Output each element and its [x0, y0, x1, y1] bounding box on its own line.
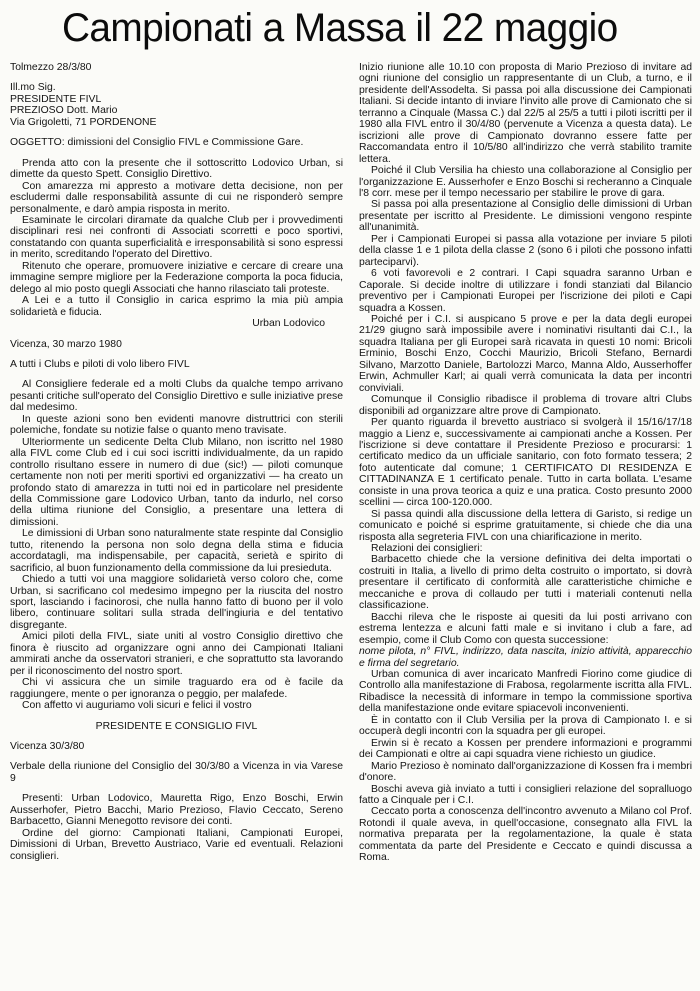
- left-paragraph: OGGETTO: dimissioni del Consiglio FIVL e Commissione Gare.: [10, 137, 304, 149]
- right-paragraph: Bacchi rileva che le risposte ai quesiti da lui posti arrivano con estrema lentezza e alcuni fatti male e si invitano i club a fare, ad esempio, come il Club Como con questa successione:: [359, 611, 692, 646]
- left-paragraph: Esaminate le circolari diramate da qualche Club per i provvedimenti disciplinari resi nei confronti di Associati scorretti e poco sportivi, constatando con quanta superficialità e irresponsabilità si sono espressi in merito, screditando l'operato del Direttivo.: [10, 214, 343, 261]
- left-paragraph: Verbale della riunione del Consiglio del 30/3/80 a Vicenza in via Varese 9: [10, 761, 343, 784]
- right-paragraph: Erwin si è recato a Kossen per prendere informazioni e programmi dei Campionati e oltre ai capi squadra viene richiesto un giudice.: [359, 737, 692, 761]
- right-paragraph: Per quanto riguarda il brevetto austriaco si svolgerà il 15/16/17/18 maggio a Lienz e, successivamente ai campionati anche a Kossen. Per l'iscrizione si deve contattare il Presidente Prezioso e procurarsi: 1 certificato medico da un ufficiale sanitario, con foto formato tessera; 2 foto autenticate dal comune; 1 CERTIFICATO DI RESIDENZA E CITTADINANZA E 1 certificato penale. Tutto in carta bollata. L'esame consiste in una prova teorica a quiz e una pratica. Costo presunto 2000 scellini — circa 100-120.000.: [359, 417, 692, 509]
- left-paragraph: Vicenza 30/3/80: [10, 741, 85, 753]
- left-paragraph: Chi vi assicura che un simile traguardo era od è facile da raggiungere, mente o per ignoranza o peggio, per malafede.: [10, 677, 343, 700]
- right-paragraph: Relazioni dei consiglieri:: [371, 543, 483, 555]
- right-paragraph: È in contatto con il Club Versilia per la prova di Campionato I. e si occuperà degli incontri con la squadra per gli europei.: [359, 714, 692, 738]
- left-paragraph: PRESIDENTE FIVL: [10, 93, 102, 105]
- right-paragraph: Boschi aveva già inviato a tutti i consiglieri relazione del sopralluogo fatto a Cinquale per i C.I.: [359, 783, 692, 806]
- right-paragraph: Comunque il Consiglio ribadisce il problema di trovare altri Clubs disponibili ad organizzare altre prove di Campionato.: [359, 394, 692, 417]
- left-paragraph: A tutti i Clubs e piloti di volo libero FIVL: [10, 358, 190, 370]
- right-column: [359, 62, 692, 991]
- left-paragraph: Ulteriormente un sedicente Delta Club Milano, non iscritto nel 1980 alla FIVL come Club ed i cui soci iscritti individualmente, da un rapido controllo risultano essere in numero di due (sic!) — piloti comunque certamente non noti per meriti sportivi ed organizzativi — ha creato un profondo stato di amarezza in tutti noi ed in particolare nel presidente della Commissione gare Lodovico Urban, tanto da indurlo, nel corso della ultima riunione del Consiglio, a presentare una lettera di dimissioni.: [10, 436, 343, 528]
- left-paragraph: PRESIDENTE E CONSIGLIO FIVL: [95, 720, 258, 732]
- left-paragraph: Tolmezzo 28/3/80: [10, 62, 92, 73]
- left-paragraph: Urban Lodovico: [252, 318, 325, 330]
- left-paragraph: Chiedo a tutti voi una maggiore solidarietà verso coloro che, come Urban, si sacrificano col medesimo impegno per la riuscita del nostro sport, lasciando i facinorosi, che nulla hanno fatto di buono per il volo libero, continuare solitari sulla strada dell'ingiuria e del tentativo disgregante.: [10, 574, 343, 631]
- left-paragraph: Al Consigliere federale ed a molti Clubs da qualche tempo arrivano pesanti critiche sull'operato del Consiglio Direttivo e sulle iniziative prese dal medesimo.: [10, 379, 343, 414]
- left-paragraph: Le dimissioni di Urban sono naturalmente state respinte dal Consiglio tutto, ritenendo la persona non solo degna della stima e fiducia accordatagli, ma indispensabile, per capacità, serietà e spirito di sacrificio, al buon funzionamento della commissione da lui presieduta.: [10, 528, 343, 574]
- left-paragraph: Ill.mo Sig.: [10, 82, 56, 94]
- left-paragraph: Amici piloti della FIVL, siate uniti al vostro Consiglio direttivo che finora è riuscito ad organizzare ogni anno dei Campionati Italiani ammirati anche da osservatori stranieri, e che soprattutto sta lavorando per il riconoscimento del nostro sport.: [10, 631, 343, 677]
- right-paragraph: Poiché per i C.I. si auspicano 5 prove e per la data degli europei 21/29 giugno sarà impossibile avere i nominativi risultanti dai C.I., la squadra Italiana per gli Europei sarà ricavata in questi 10 nomi: Bricoli Erminio, Boschi Enzo, Cocchi Maurizio, Bricoli Stefano, Bernardi Silvano, Marzotto Daniele, Bartolozzi Marco, Manna Aldo, Ausserhoffer Erwin, Achmuller Karl; ai quali verrà comunicata la data per incontri conviviali.: [359, 313, 692, 394]
- right-paragraph: Si passa quindi alla discussione della lettera di Garisto, si redige un comunicato e poiché si esprime gratuitamente, si chiede che dia una risposta alla segreteria FIVL con una chiarificazione in merito.: [359, 508, 692, 543]
- left-paragraph: Con amarezza mi appresto a motivare detta decisione, non per escludermi dalle responsabilità assunte di cui ne risponderò sempre personalmente, e darò ampia risposta in merito.: [10, 180, 343, 215]
- right-paragraph: Per i Campionati Europei si passa alla votazione per inviare 5 piloti della classe 1 e 1 pilota della classe 2 (sono 6 i piloti che possono infatti parteciparvi).: [359, 233, 692, 268]
- left-paragraph: Vicenza, 30 marzo 1980: [10, 338, 122, 350]
- right-paragraph: Inizio riunione alle 10.10 con proposta di Mario Prezioso di invitare ad ogni riunione del consiglio un rappresentante di un Club, a turno, e il presidente dell'Assodelta. Si passa poi alla discussione dei Campionati Italiani. Si decide intanto di inviare l'invito alle prove di Camionato che si terranno a Cinquale (Massa C.) dal 22/5 al 25/5 a tutti i piloti iscritti per il 1980 alla FIVL entro il 30/4/80 (pervenute a Vicenza a questa data). Le iscrizioni alle prove di Campionato dovranno essere fatte per Raccomandata entro il 10/5/80 all'indirizzo che verrà stabilito tramite lettera.: [359, 62, 692, 165]
- left-paragraph: Ritenuto che operare, promuovere iniziative e cercare di creare una immagine sempre migliore per la Federazione comporta la poca fiducia, delego al mio posto quegli Associati che hanno rilasciato tali proteste.: [10, 260, 343, 295]
- right-paragraph: Ceccato porta a conoscenza dell'incontro avvenuto a Milano col Prof. Rotondi il quale aveva, in quell'occasione, consegnato alla FIVL la normativa preparata per la regolamentazione, la quale è stata commentata da parte del Presidente e Ceccato e quindi discussa a Roma.: [359, 806, 692, 864]
- left-paragraph: Presenti: Urban Lodovico, Mauretta Rigo, Enzo Boschi, Erwin Ausserhofer, Pietro Bacchi, Mario Prezioso, Flavio Ceccato, Sereno Barbacetto, Gianni Menegotto revisore dei conti.: [10, 793, 343, 828]
- right-paragraph: Si passa poi alla presentazione al Consiglio delle dimissioni di Urban presentate per iscritto al Presidente. Le dimissioni vengono respinte all'unanimità.: [359, 199, 692, 234]
- left-paragraph: A Lei e a tutto il Consiglio in carica esprimo la mia più ampia solidarietà e fiducia.: [10, 295, 343, 318]
- right-paragraph: Barbacetto chiede che la versione definitiva dei delta importati o costruiti in Italia, a livello di primo delta costruito o importato, si dovrà presentare il certificato di conformità alle caratteristiche chimiche e meccaniche e prova di collaudo per tutti i materiali contenuti nella classificazione.: [359, 554, 692, 612]
- left-column: [10, 62, 343, 991]
- right-paragraph: Mario Prezioso è nominato dall'organizzazione di Kossen fra i membri d'onore.: [359, 760, 692, 784]
- left-paragraph: Ordine del giorno: Campionati Italiani, Campionati Europei, Dimissioni di Urban, Brevetto Austriaco, Varie ed eventuali. Relazioni consiglieri.: [10, 827, 343, 862]
- left-paragraph: In queste azioni sono ben evidenti manovre distruttrici con sterili polemiche, fondate su notizie false o quanto meno travisate.: [10, 413, 343, 437]
- article-body: [10, 62, 692, 991]
- right-paragraph: Urban comunica di aver incaricato Manfredi Fiorino come giudice di Controllo alla manifestazione di Frabosa, regolarmente iscritta alla FIVL. Ribadisce la necessità di informare in tempo la commissione sportiva della manifestazione onde evitare spiacevoli inconvenienti.: [359, 669, 692, 715]
- left-paragraph: Prenda atto con la presente che il sottoscritto Lodovico Urban, si dimette da questo Spett. Consiglio Direttivo.: [10, 157, 343, 181]
- left-paragraph: Con affetto vi auguriamo voli sicuri e felici il vostro: [22, 700, 252, 712]
- right-paragraph: Poiché il Club Versilia ha chiesto una collaborazione al Consiglio per l'organizzazione E. Ausserhofer e Enzo Boschi si recheranno a Cinquale l'8 corr. mese per il tempo necessario per stabilire le prove di gara.: [359, 165, 692, 199]
- left-paragraph: PREZIOSO Dott. Mario: [10, 105, 118, 117]
- right-paragraph: nome pilota, n° FIVL, indirizzo, data nascita, inizio attività, apparecchio e firma del segretario.: [359, 646, 692, 669]
- left-paragraph: Via Grigoletti, 71 PORDENONE: [10, 116, 157, 128]
- headline: Campionati a Massa il 22 maggio: [61, 6, 618, 50]
- right-paragraph: 6 voti favorevoli e 2 contrari. I Capi squadra saranno Urban e Caporale. Si decide inoltre di utilizzare i fondi stanziati dal Bilancio preventivo per i Campionati Europei per l'iscrizione dei piloti e Capi squadra a Kossen.: [359, 268, 692, 314]
